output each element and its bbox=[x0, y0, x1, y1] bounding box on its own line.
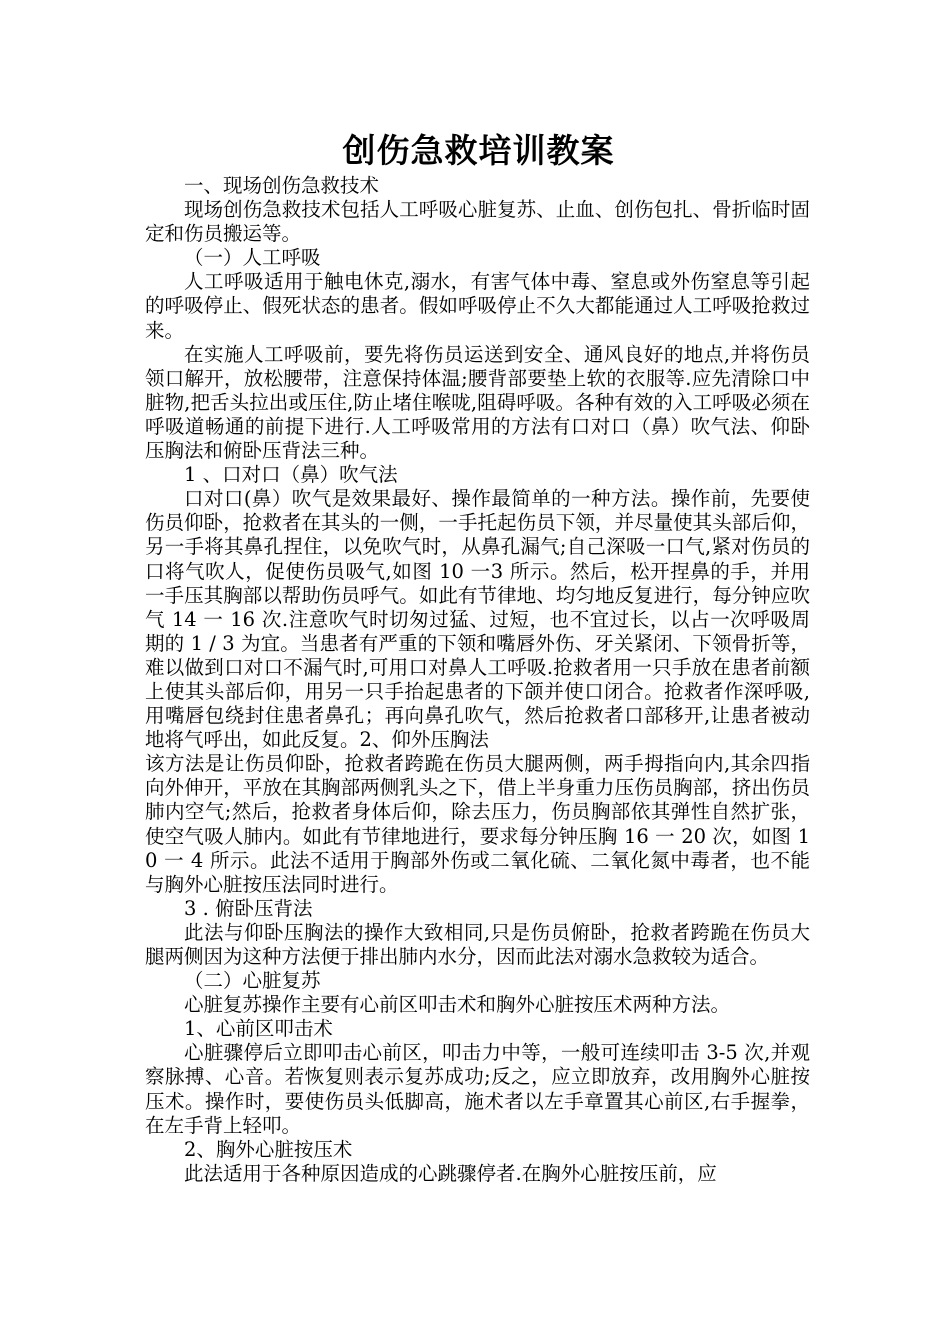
subsection-heading: （二）心脏复苏 bbox=[184, 969, 321, 993]
item-heading: 2、胸外心脏按压术 bbox=[184, 1137, 353, 1161]
item-heading: 1、心前区叩击术 bbox=[184, 1017, 333, 1041]
paragraph: 此法适用于各种原因造成的心跳骤停者.在胸外心脏按压前，应 bbox=[184, 1161, 717, 1185]
section-heading: 一、现场创伤急救技术 bbox=[184, 174, 380, 197]
subsection-heading: （一）人工呼吸 bbox=[184, 246, 321, 270]
paragraph: 现场创伤急救技术包括人工呼吸心脏复苏、止血、创伤包扎、骨折临时固定和伤员搬运等。 bbox=[145, 198, 810, 246]
item-heading: 3 . 俯卧压背法 bbox=[184, 896, 313, 920]
paragraph: 此法与仰卧压胸法的操作大致相同,只是伤员俯卧，抢救者跨跪在伤员大腿两侧因为这种方法便于排出肺内水分，因而此法对溺水急救较为适合。 bbox=[145, 920, 810, 968]
paragraph: 心脏复苏操作主要有心前区叩击术和胸外心脏按压术两种方法。 bbox=[184, 993, 731, 1017]
paragraph: 口对口(鼻）吹气是效果最好、操作最简单的一种方法。操作前，先要使伤员仰卧，抢救者在其头的一侧，一手托起伤员下领，并尽量使其头部后仰，另一手将其鼻孔捏住，以免吹气时，从鼻孔漏气;自己深吸一口气,紧对伤员的口将气吹人，促使伤员吸气,如图 10 一3 所示。然后，松开捏鼻的手，并用一手压其胸部以帮助伤员呼气。如此有节律地、均匀地反复进行，每分钟应吹气 14 一 16 次.注意吹气时切匆过猛、过短，也不宜过长，以占一次呼吸周期的 1 / 3 为宜。当患者有严重的下领和嘴唇外伤、牙关紧闭、下领骨折等，难以做到口对口不漏气时,可用口对鼻人工呼吸.抢救者用一只手放在患者前额上使其头部后仰，用另一只手抬起患者的下颌并使口闭合。抢救者作深呼吸,用嘴唇包绕封住患者鼻孔；再向鼻孔吹气，然后抢救者口部移开,让患者被动地将气呼出，如此反复。2、仰外压胸法 bbox=[145, 487, 810, 752]
document-title: 创伤急救培训教案 bbox=[342, 131, 615, 170]
item-heading: 1 、口对口（鼻）吹气法 bbox=[184, 463, 398, 487]
paragraph: 人工呼吸适用于触电休克,溺水，有害气体中毒、窒息或外伤窒息等引起的呼吸停止、假死状态的患者。假如呼吸停止不久大都能通过人工呼吸抢救过来。 bbox=[145, 270, 810, 342]
document-page bbox=[145, 128, 810, 1186]
paragraph: 该方法是让伤员仰卧，抢救者跨跪在伤员大腿两侧，两手拇指向内,其余四指向外伸开，平放在其胸部两侧乳头之下，借上半身重力压伤员胸部，挤出伤员肺内空气;然后，抢救者身体后仰，除去压力，伤员胸部依其弹性自然扩张，使空气吸人肺内。如此有节律地进行，要求每分钟压胸 16 一 20 次，如图 10 一 4 所示。此法不适用于胸部外伤或二氧化硫、二氧化氮中毒者，也不能与胸外心脏按压法同时进行。 bbox=[145, 752, 810, 896]
paragraph: 在实施人工呼吸前，要先将伤员运送到安全、通风良好的地点,并将伤员领口解开，放松腰带，注意保持体温;腰背部要垫上软的衣服等.应先清除口中脏物,把舌头拉出或压住,防止堵住喉咙,阻碍呼吸。各种有效的入工呼吸必须在呼吸道畅通的前提下进行.人工呼吸常用的方法有口对口（鼻）吹气法、仰卧压胸法和俯卧压背法三种。 bbox=[145, 342, 810, 463]
paragraph: 心脏骤停后立即叩击心前区，叩击力中等，一般可连续叩击 3-5 次,并观察脉搏、心音。若恢复则表示复苏成功;反之，应立即放弃，改用胸外心脏按压术。操作时，要使伤员头低脚高，施术者以左手章置其心前区,右手握拳，在左手背上轻叩。 bbox=[145, 1041, 810, 1137]
